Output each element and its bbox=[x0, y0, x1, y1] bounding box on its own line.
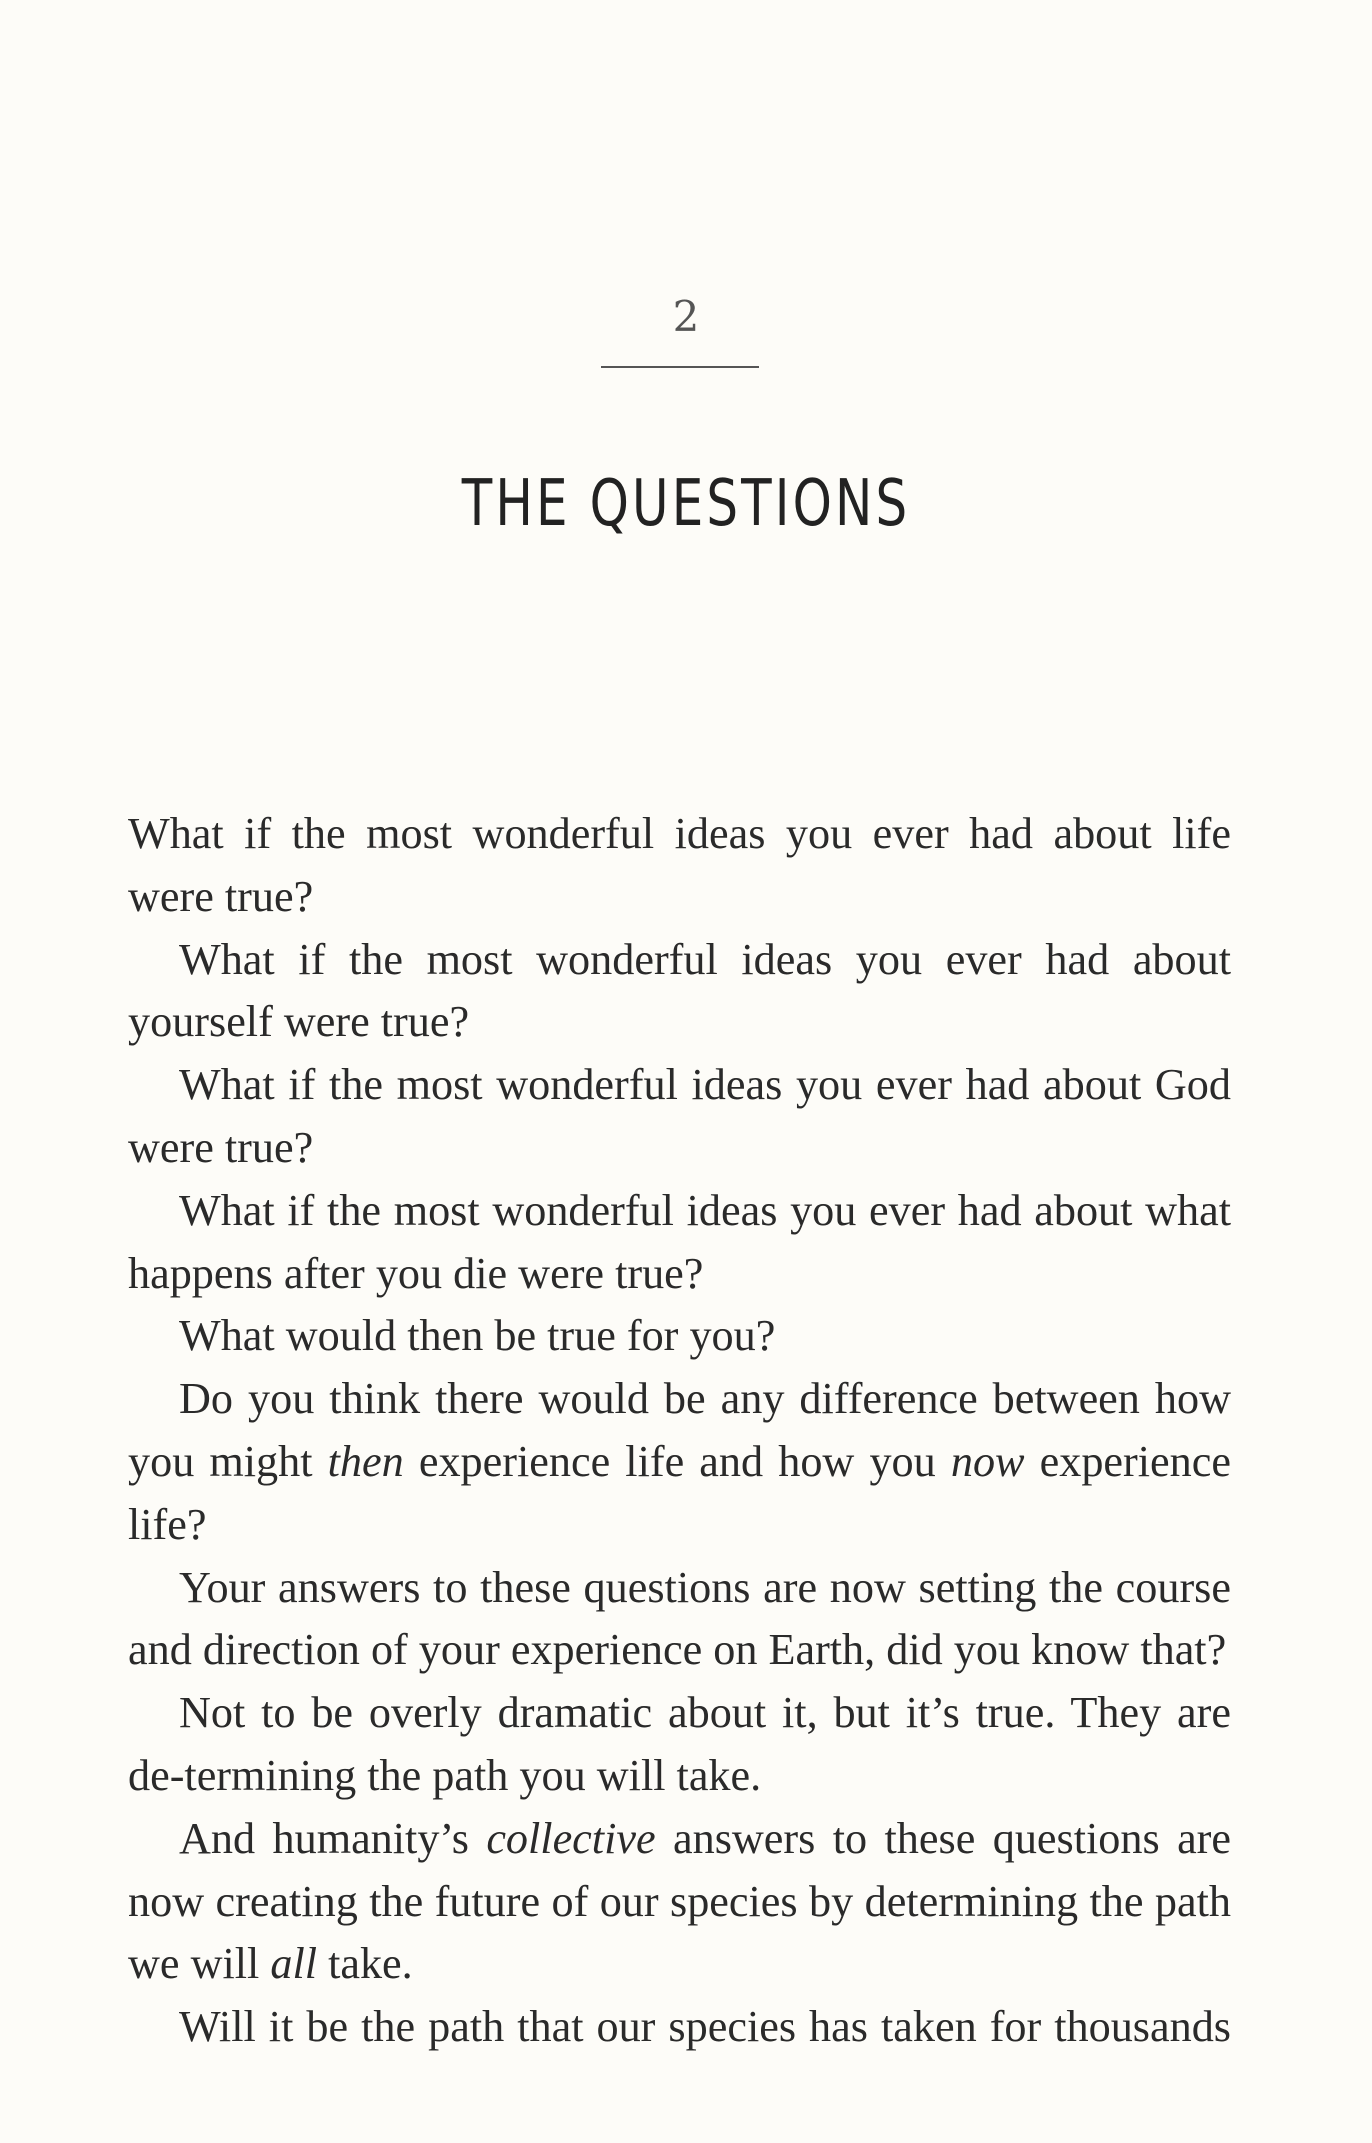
paragraph-text: experience life and how you bbox=[403, 1436, 951, 1486]
emphasis: all bbox=[270, 1939, 318, 1989]
paragraph: What if the most wonderful ideas you ever had about what happens after you die were true? bbox=[128, 1185, 1231, 1298]
emphasis: collective bbox=[486, 1813, 656, 1863]
chapter-title: THE QUESTIONS bbox=[461, 467, 911, 541]
body-text bbox=[128, 803, 1231, 2059]
paragraph: Will it be the path that our species has taken for thousands bbox=[179, 2002, 1231, 2052]
paragraph: What if the most wonderful ideas you ever had about God were true? bbox=[128, 1060, 1231, 1172]
paragraph-text: answers to these questions are now creating the future of our species by determining the path we will bbox=[128, 1813, 1232, 1989]
paragraph: What would then be true for you? bbox=[179, 1311, 776, 1361]
paragraph-text: take. bbox=[317, 1939, 413, 1989]
paragraph: What if the most wonderful ideas you ever had about life were true? bbox=[128, 809, 1231, 921]
paragraph: Not to be overly dramatic about it, but it’s true. They are de-termining the path you will take. bbox=[128, 1688, 1231, 1800]
chapter-number: 2 bbox=[672, 292, 700, 341]
paragraph bbox=[128, 1808, 1231, 1996]
paragraph: What if the most wonderful ideas you ever had about yourself were true? bbox=[128, 934, 1231, 1047]
paragraph: Your answers to these questions are now setting the course and direction of your experience on Earth, did you know that? bbox=[128, 1562, 1231, 1675]
emphasis: now bbox=[950, 1436, 1025, 1486]
paragraph-text: experience life? bbox=[128, 1436, 1231, 1549]
emphasis: then bbox=[327, 1436, 404, 1486]
paragraph-text: Do you think there would be any difference between how you might bbox=[128, 1374, 1231, 1486]
chapter-divider bbox=[601, 366, 759, 368]
paragraph-text: And humanity’s bbox=[179, 1813, 487, 1863]
paragraph bbox=[128, 1368, 1231, 1556]
